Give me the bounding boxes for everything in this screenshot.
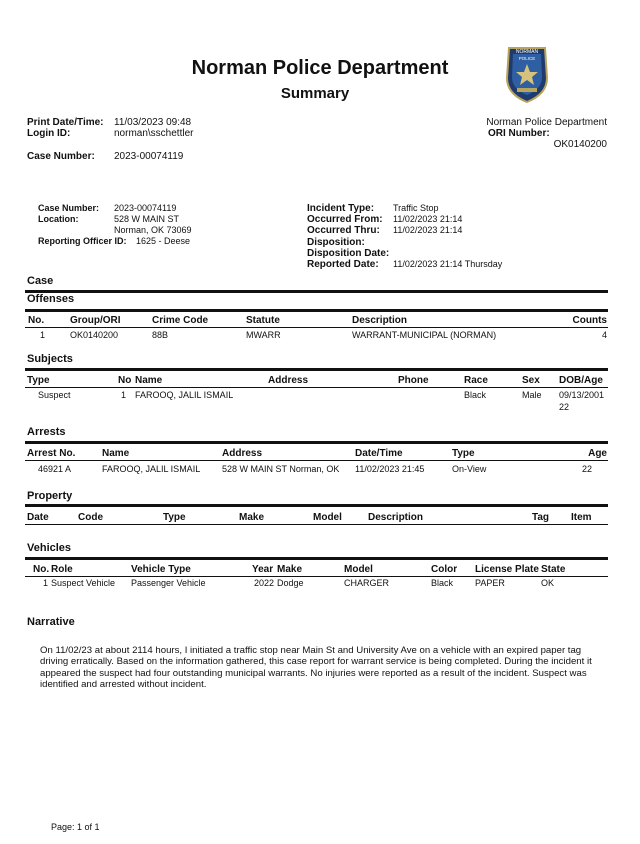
- subjects-heading: Subjects: [27, 353, 73, 365]
- offenses-heading: Offenses: [27, 293, 75, 305]
- vehicle-state: OK: [541, 578, 555, 588]
- arrests-col-type: Type: [452, 448, 475, 459]
- property-col-model: Model: [313, 512, 342, 523]
- arrest-address: 528 W MAIN ST Norman, OK: [222, 464, 340, 474]
- location-line1: 528 W MAIN ST: [114, 214, 180, 224]
- location-label: Location:: [38, 214, 79, 224]
- narrative-text: On 11/02/23 at about 2114 hours, I initiated a traffic stop near Main St and University Ave on a vehicle with an expired paper tag driving erratically. Based on the information gathered, this case report for warrant service is being completed. During the incident it appeared the suspect had four outstanding municipal warrants. No injuries were reported as a result of the incident. Suspect was identified and arrested without incident.: [40, 645, 592, 691]
- offense-crime-code: 88B: [152, 330, 169, 340]
- vehicles-heading: Vehicles: [27, 542, 72, 554]
- vehicle-year: 2022: [254, 578, 275, 588]
- incident-type-value: Traffic Stop: [393, 203, 439, 213]
- vehicle-no: 1: [43, 578, 49, 588]
- page-title: Norman Police Department: [191, 57, 449, 79]
- arrests-col-address: Address: [222, 448, 263, 459]
- vehicle-plate: PAPER: [475, 578, 505, 588]
- case-heading: Case: [27, 275, 54, 287]
- vehicles-col-vehicle-type: Vehicle Type: [131, 564, 191, 575]
- divider: [25, 504, 608, 507]
- incident-type-label: Incident Type:: [307, 203, 375, 214]
- agency-name: Norman Police Department: [486, 117, 607, 128]
- offenses-col-description: Description: [352, 315, 408, 326]
- offense-no: 1: [40, 330, 46, 340]
- occurred-thru-label: Occurred Thru:: [307, 225, 380, 236]
- location-line2: Norman, OK 73069: [114, 225, 192, 235]
- offenses-col-group: Group/ORI: [70, 315, 121, 326]
- vehicle-role: Suspect Vehicle: [51, 578, 116, 588]
- subjects-col-phone: Phone: [398, 375, 429, 386]
- property-col-date: Date: [27, 512, 49, 523]
- offense-counts: 4: [601, 330, 607, 340]
- arrests-col-name: Name: [102, 448, 130, 459]
- subject-no: 1: [121, 390, 127, 400]
- divider: [25, 290, 608, 293]
- disposition-label: Disposition:: [307, 237, 365, 248]
- vehicles-col-color: Color: [431, 564, 458, 575]
- offense-statute: MWARR: [246, 330, 281, 340]
- offenses-col-no: No.: [28, 315, 45, 326]
- divider: [25, 557, 608, 560]
- vehicle-make: Dodge: [277, 578, 304, 588]
- offense-description: WARRANT-MUNICIPAL (NORMAN): [352, 330, 497, 340]
- vehicle-color: Black: [431, 578, 454, 588]
- occurred-thru-value: 11/02/2023 21:14: [393, 225, 463, 235]
- subjects-col-dob: DOB/Age: [559, 375, 603, 386]
- login-label: Login ID:: [27, 128, 71, 139]
- svg-text:NORMAN: NORMAN: [515, 49, 539, 55]
- arrest-no: 46921 A: [38, 464, 72, 474]
- subject-type: Suspect: [38, 390, 71, 400]
- vehicles-col-plate: License Plate: [475, 564, 539, 575]
- vehicles-col-state: State: [541, 564, 566, 575]
- property-col-description: Description: [368, 512, 424, 523]
- arrest-name: FAROOQ, JALIL ISMAIL: [102, 464, 201, 474]
- divider: [25, 387, 608, 388]
- subject-sex: Male: [522, 390, 542, 400]
- offenses-col-counts: Counts: [572, 315, 607, 326]
- case-number-value: 2023-00074119: [114, 151, 184, 162]
- info-case-number-value: 2023-00074119: [114, 203, 177, 213]
- offenses-col-statute: Statute: [246, 315, 280, 326]
- property-col-type: Type: [163, 512, 186, 523]
- arrests-heading: Arrests: [27, 426, 66, 438]
- arrest-type: On-View: [452, 464, 487, 474]
- login-value: norman\sschettler: [114, 128, 194, 139]
- property-col-tag: Tag: [532, 512, 550, 523]
- property-col-make: Make: [239, 512, 265, 523]
- vehicles-col-role: Role: [51, 564, 73, 575]
- print-date-label: Print Date/Time:: [27, 117, 104, 128]
- ori-value: OK0140200: [553, 139, 607, 150]
- subjects-col-sex: Sex: [522, 375, 540, 386]
- info-case-number-label: Case Number:: [38, 203, 100, 213]
- subject-name: FAROOQ, JALIL ISMAIL: [135, 390, 234, 400]
- case-number-label: Case Number:: [27, 151, 95, 162]
- vehicles-col-no: No.: [33, 564, 50, 575]
- narrative-heading: Narrative: [27, 616, 75, 628]
- disposition-date-label: Disposition Date:: [307, 248, 390, 259]
- page-subtitle: Summary: [280, 85, 350, 102]
- subject-age: 22: [559, 402, 570, 412]
- print-date-value: 11/03/2023 09:48: [114, 117, 192, 128]
- divider: [25, 309, 608, 312]
- divider: [25, 368, 608, 371]
- subject-race: Black: [464, 390, 487, 400]
- ori-label: ORI Number:: [488, 128, 550, 139]
- property-heading: Property: [27, 490, 73, 502]
- property-col-code: Code: [78, 512, 103, 523]
- vehicles-col-model: Model: [344, 564, 373, 575]
- reported-date-value: 11/02/2023 21:14 Thursday: [393, 259, 503, 269]
- occurred-from-label: Occurred From:: [307, 214, 383, 225]
- subjects-col-type: Type: [27, 375, 50, 386]
- vehicle-model: CHARGER: [344, 578, 390, 588]
- vehicles-col-make: Make: [277, 564, 303, 575]
- page-number: Page: 1 of 1: [51, 822, 100, 832]
- offenses-col-crime-code: Crime Code: [152, 315, 209, 326]
- arrests-col-age: Age: [588, 448, 607, 459]
- subjects-col-name: Name: [135, 375, 163, 386]
- divider: [25, 524, 608, 525]
- divider: [25, 441, 608, 444]
- arrests-col-no: Arrest No.: [27, 448, 76, 459]
- arrests-col-datetime: Date/Time: [355, 448, 403, 459]
- subjects-col-address: Address: [268, 375, 309, 386]
- divider: [25, 576, 608, 577]
- officer-label: Reporting Officer ID:: [38, 236, 127, 246]
- police-badge-icon: [503, 44, 551, 104]
- subjects-col-race: Race: [464, 375, 488, 386]
- offense-group: OK0140200: [70, 330, 119, 340]
- reported-date-label: Reported Date:: [307, 259, 379, 270]
- svg-text:POLICE: POLICE: [518, 56, 536, 61]
- arrest-datetime: 11/02/2023 21:45: [355, 464, 425, 474]
- divider: [25, 460, 608, 461]
- subject-dob: 09/13/2001: [559, 390, 605, 400]
- vehicle-type: Passenger Vehicle: [131, 578, 206, 588]
- officer-value: 1625 - Deese: [136, 236, 191, 246]
- subjects-col-no: No: [118, 375, 132, 386]
- divider: [25, 327, 608, 328]
- vehicles-col-year: Year: [252, 564, 274, 575]
- property-col-item: Item: [571, 512, 592, 523]
- arrest-age: 22: [581, 464, 592, 474]
- occurred-from-value: 11/02/2023 21:14: [393, 214, 463, 224]
